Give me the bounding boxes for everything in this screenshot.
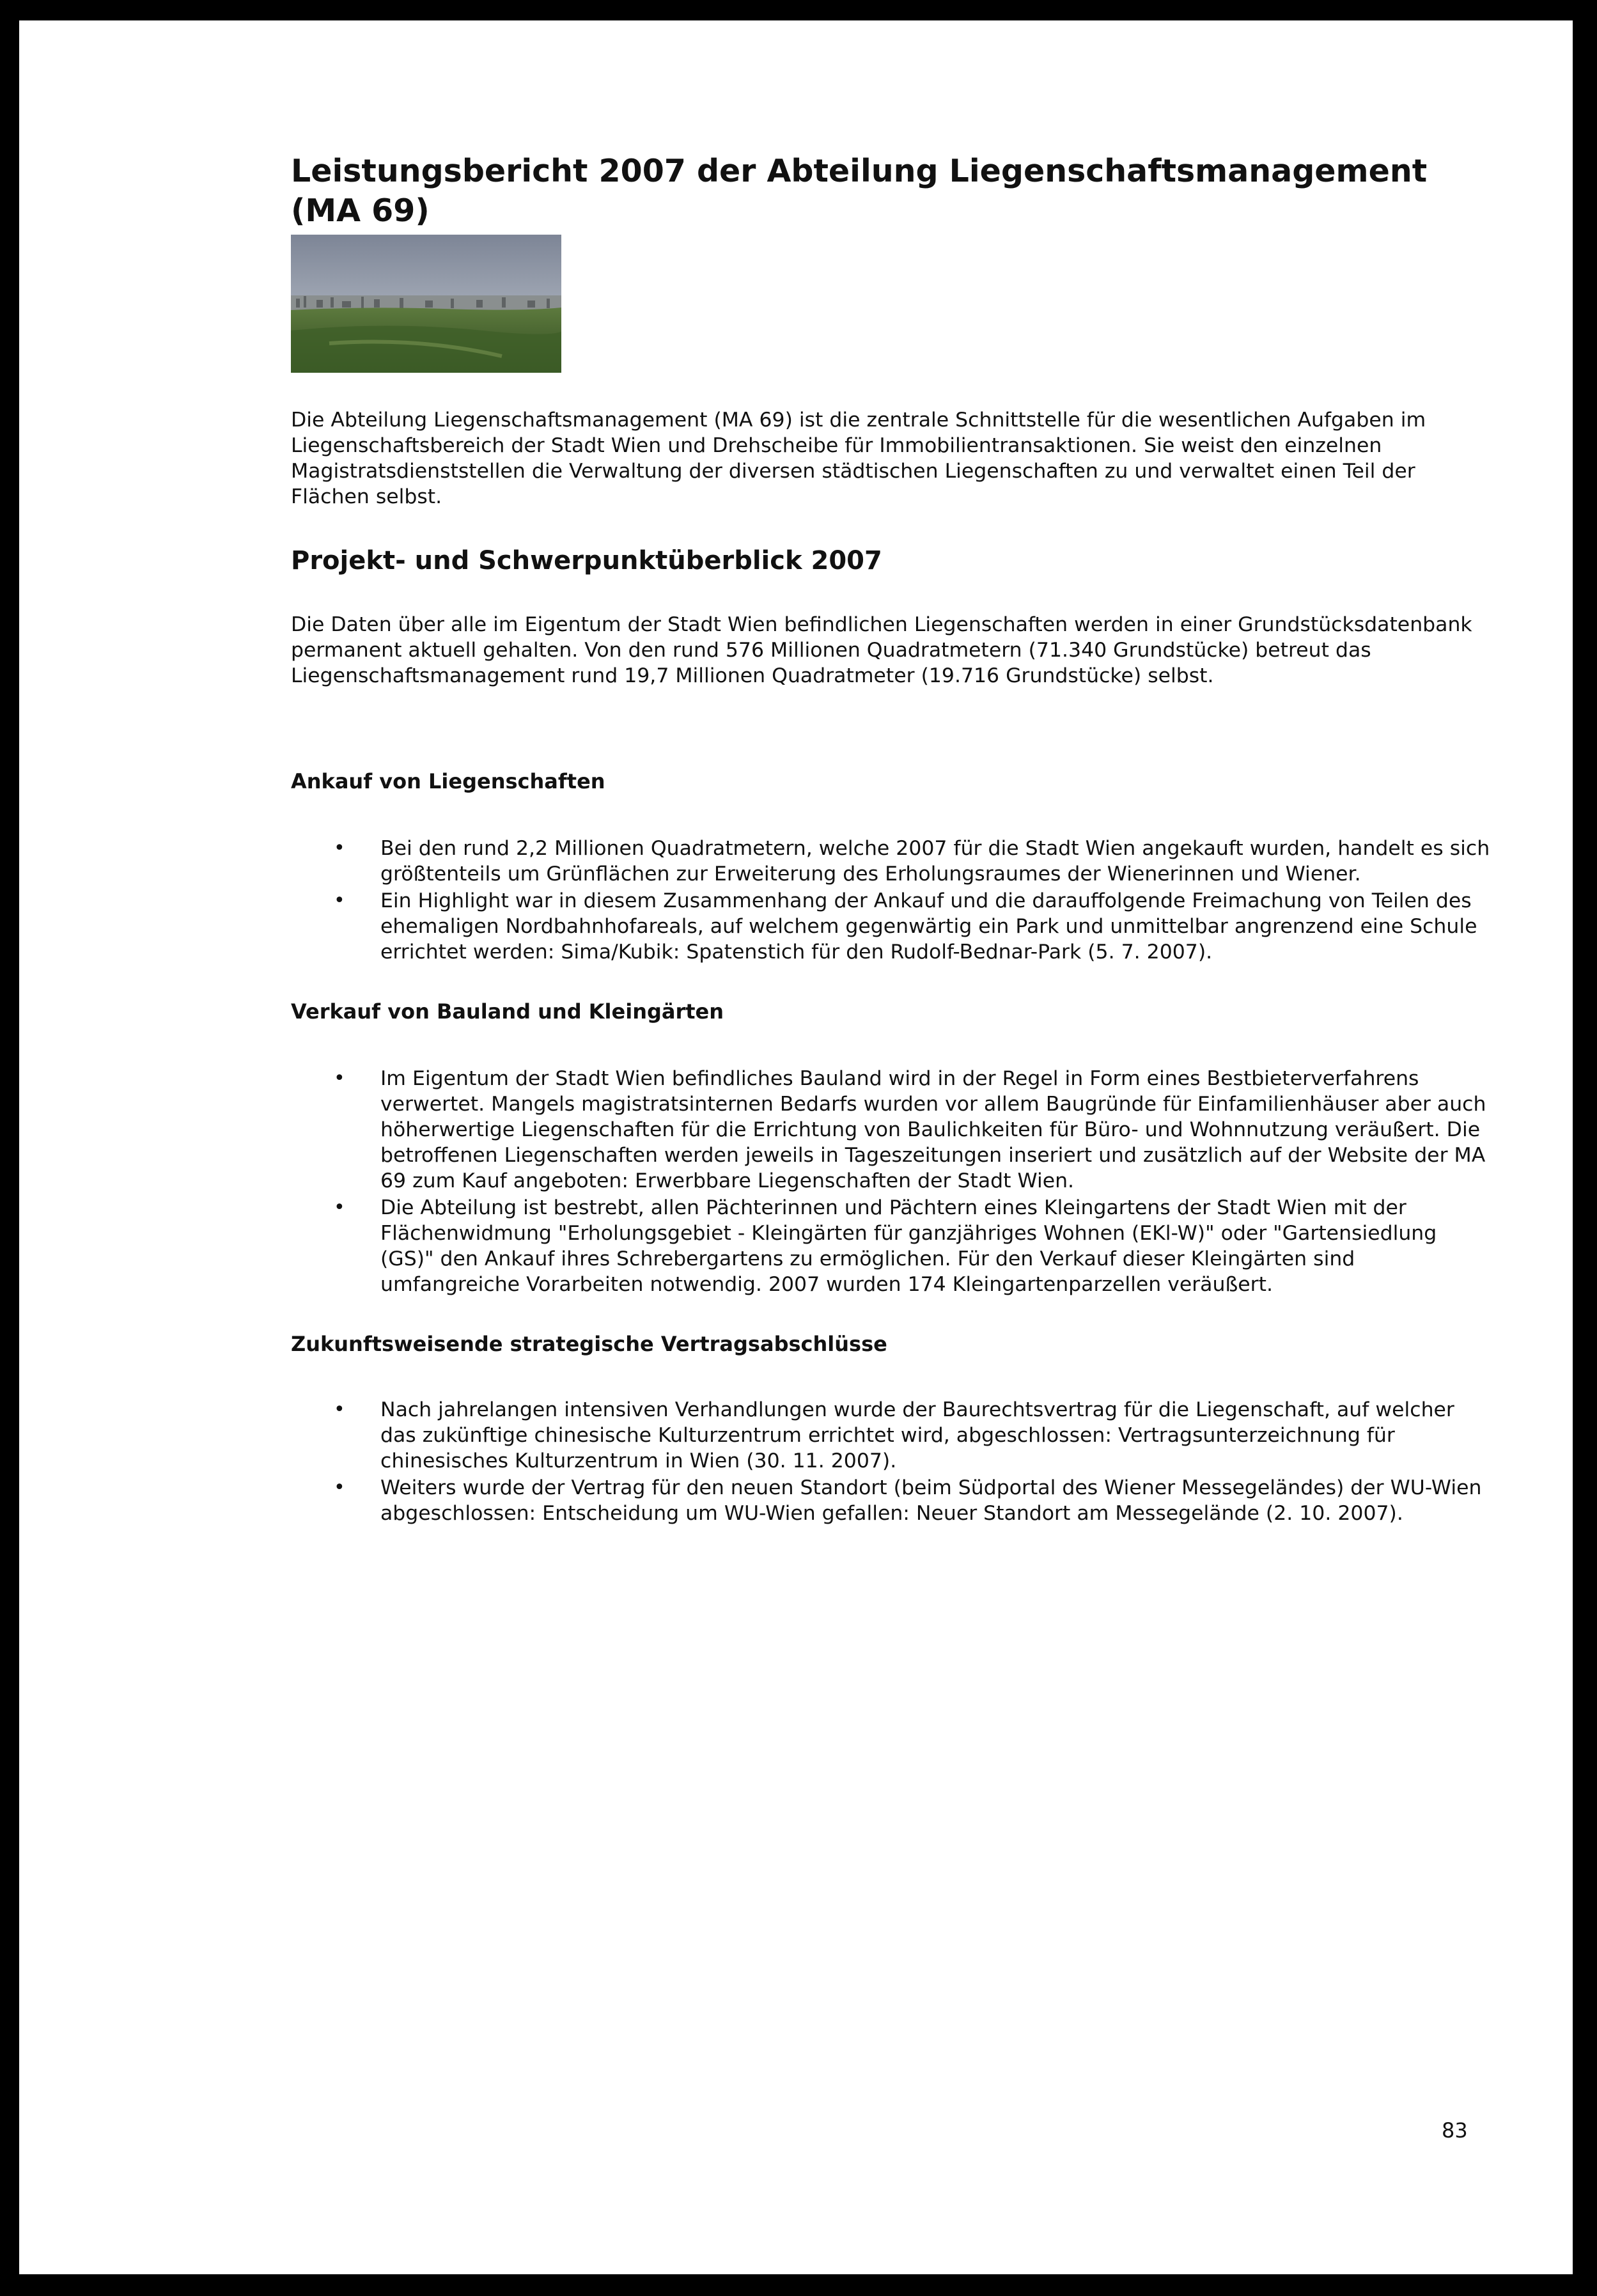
- page-number: 83: [1442, 2118, 1468, 2143]
- heading-vertragsabschluesse: Zukunftsweisende strategische Vertragsabschlüsse: [291, 1332, 887, 1356]
- vienna-panorama-photo: [291, 235, 561, 373]
- bullet-list-ankauf: [291, 836, 1493, 966]
- page-title: Leistungsbericht 2007 der Abteilung Liegenschaftsmanagement (MA 69): [291, 153, 1428, 229]
- intro-paragraph: Die Abteilung Liegenschaftsmanagement (MA 69) ist die zentrale Schnittstelle für die wesentlichen Aufgaben im Liegenschaftsbereich der Stadt Wien und Drehscheibe für Immobilientransaktionen. Sie weist den einzelnen Magistratsdienststellen die Verwaltung der diversen städtischen Liegenschaften zu und verwaltet einen Teil der Flächen selbst.: [291, 409, 1426, 508]
- list-item-text: Im Eigentum der Stadt Wien befindliches Bauland wird in der Regel in Form eines Bestbieterverfahrens verwertet. Mangels magistratsinternen Bedarfs wurden vor allem Baugründe für Einfamilienhäuser aber auch höherwertige Liegenschaften für die Errichtung von Baulichkeiten für Büro- und Wohnnutzung veräußert. Die betroffenen Liegenschaften werden jeweils in Tageszeitungen inseriert und zusätzlich auf der Website der MA 69 zum Kauf angeboten: Erwerbbare Liegenschaften der Stadt Wien.: [380, 1067, 1486, 1192]
- list-item-text: Bei den rund 2,2 Millionen Quadratmetern, welche 2007 für die Stadt Wien angekauft wurden, handelt es sich größtenteils um Grünflächen zur Erweiterung des Erholungsraumes der Wienerinnen und Wiener.: [380, 837, 1490, 886]
- list-item: [291, 1066, 1493, 1194]
- list-item: [291, 1475, 1493, 1526]
- heading-ankauf: Ankauf von Liegenschaften: [291, 769, 605, 793]
- list-item: [291, 836, 1493, 887]
- bullet-icon: •: [334, 1476, 345, 1499]
- bullet-icon: •: [334, 837, 345, 859]
- bullet-icon: •: [334, 889, 345, 912]
- section-title: Projekt- und Schwerpunktüberblick 2007: [291, 546, 882, 575]
- bullet-icon: •: [334, 1196, 345, 1219]
- list-item: [291, 1195, 1493, 1297]
- bullet-list-vertragsabschluesse: [291, 1397, 1493, 1527]
- list-item-text: Weiters wurde der Vertrag für den neuen Standort (beim Südportal des Wiener Messegeländes) der WU-Wien abgeschlossen: Entscheidung um WU-Wien gefallen: Neuer Standort am Messegelände (2. 10. 2007).: [380, 1476, 1482, 1525]
- list-item: [291, 888, 1493, 965]
- database-paragraph: Die Daten über alle im Eigentum der Stadt Wien befindlichen Liegenschaften werden in einer Grundstücksdatenbank permanent aktuell gehalten. Von den rund 576 Millionen Quadratmetern (71.340 Grundstücke) betreut das Liegenschaftsmanagement rund 19,7 Millionen Quadratmeter (19.716 Grundstücke) selbst.: [291, 613, 1472, 687]
- list-item-text: Nach jahrelangen intensiven Verhandlungen wurde der Baurechtsvertrag für die Liegenschaft, auf welcher das zukünftige chinesische Kulturzentrum errichtet wird, abgeschlossen: Vertragsunterzeichnung für chinesisches Kulturzentrum in Wien (30. 11. 2007).: [380, 1398, 1454, 1472]
- bullet-list-verkauf: [291, 1066, 1493, 1299]
- list-item-text: Die Abteilung ist bestrebt, allen Pächterinnen und Pächtern eines Kleingartens der Stadt Wien mit der Flächenwidmung "Erholungsgebiet - Kleingärten für ganzjähriges Wohnen (EKl-W)" oder "Gartensiedlung (GS)" den Ankauf ihres Schrebergartens zu ermöglichen. Für den Verkauf dieser Kleingärten sind umfangreiche Vorarbeiten notwendig. 2007 wurden 174 Kleingartenparzellen veräußert.: [380, 1196, 1437, 1296]
- list-item: [291, 1397, 1493, 1474]
- bullet-icon: •: [334, 1067, 345, 1089]
- list-item-text: Ein Highlight war in diesem Zusammenhang der Ankauf und die darauffolgende Freimachung von Teilen des ehemaligen Nordbahnhofareals, auf welchem gegenwärtig ein Park und unmittelbar angrenzend eine Schule errichtet werden: Sima/Kubik: Spatenstich für den Rudolf-Bednar-Park (5. 7. 2007).: [380, 889, 1477, 964]
- document-page: [19, 20, 1573, 2274]
- bullet-icon: •: [334, 1398, 345, 1421]
- heading-verkauf: Verkauf von Bauland und Kleingärten: [291, 999, 724, 1024]
